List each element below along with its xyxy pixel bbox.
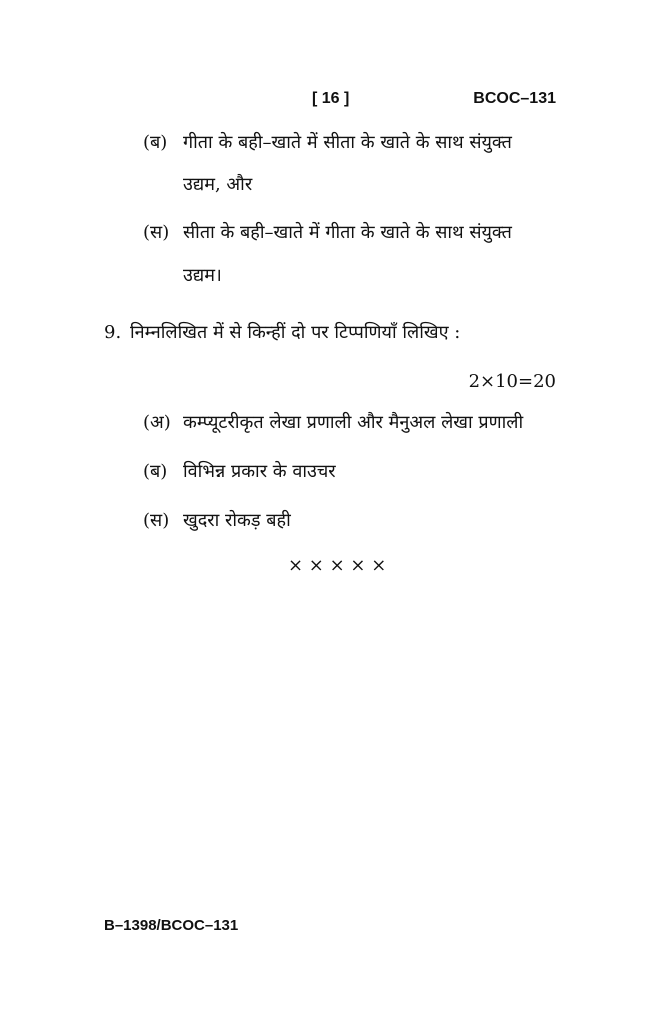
option-a — [143, 412, 523, 434]
option-s — [143, 222, 512, 244]
option-text: खुदरा रोकड़ बही — [183, 510, 291, 531]
footer-code: B–1398/BCOC–131 — [104, 917, 239, 934]
page-number: [ 16 ] — [312, 90, 350, 107]
option-text: विभिन्न प्रकार के वाउचर — [183, 461, 336, 482]
option-text: गीता के बही–खाते में सीता के खाते के साथ संयुक्त — [183, 132, 512, 153]
option-text: कम्प्यूटरीकृत लेखा प्रणाली और मैनुअल लेखा प्रणाली — [183, 412, 524, 433]
option-s — [143, 510, 291, 532]
option-s-continued: उद्यम। — [183, 265, 222, 286]
course-code: BCOC–131 — [473, 90, 556, 107]
option-b-continued: उद्यम, और — [183, 174, 253, 195]
option-b — [143, 132, 512, 154]
end-mark: × × × × × — [288, 555, 387, 576]
option-text: सीता के बही–खाते में गीता के खाते के साथ संयुक्त — [183, 222, 512, 243]
option-label: (अ) — [143, 412, 171, 433]
question-text: निम्नलिखित में से किन्हीं दो पर टिप्पणियाँ लिखिए : — [130, 322, 461, 343]
question-9 — [104, 322, 460, 344]
option-label: (ब) — [143, 132, 168, 153]
option-b — [143, 461, 336, 483]
question-number: 9. — [104, 322, 122, 343]
option-label: (स) — [143, 510, 170, 531]
marks: 2×10=20 — [468, 371, 556, 392]
option-label: (स) — [143, 222, 170, 243]
option-label: (ब) — [143, 461, 168, 482]
